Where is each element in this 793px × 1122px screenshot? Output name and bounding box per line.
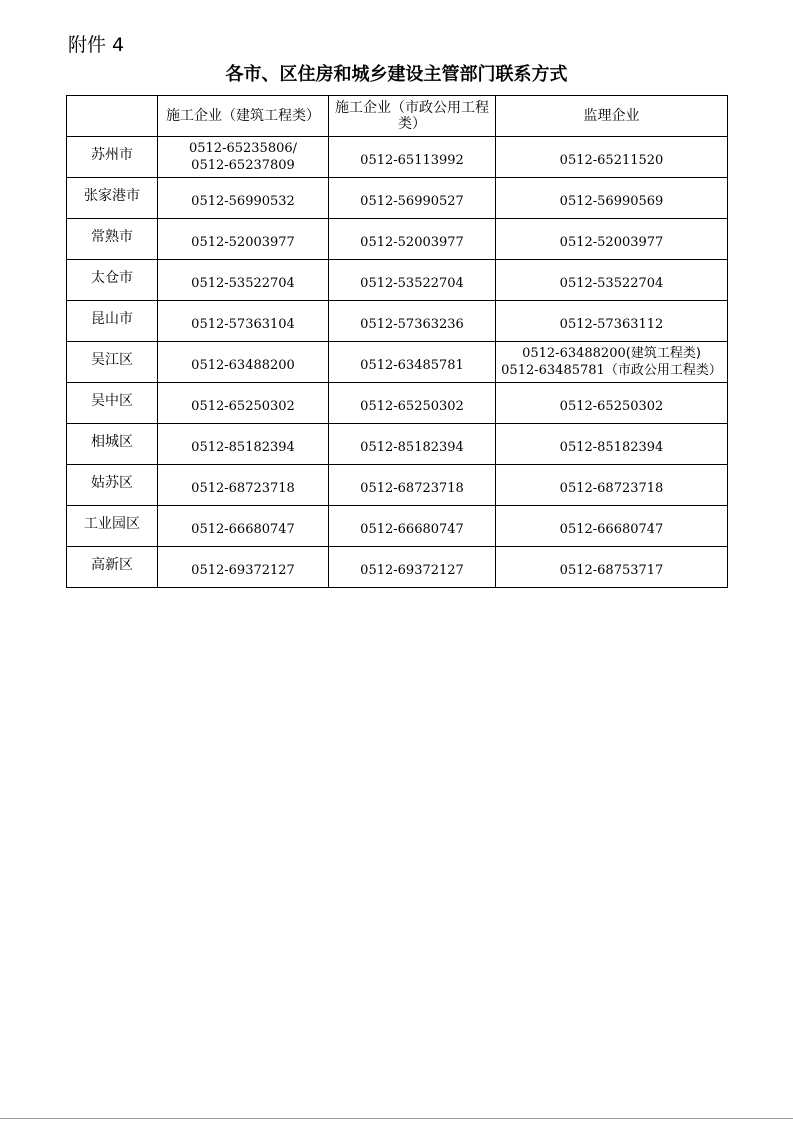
phone-number: 0512-63485781 (501, 363, 605, 378)
table-row (67, 547, 728, 588)
construction-building-cell (158, 547, 329, 588)
region-name: 相城区 (91, 434, 133, 450)
region-name: 工业园区 (84, 516, 140, 532)
region-name: 姑苏区 (91, 475, 133, 491)
construction-municipal-cell (329, 424, 496, 465)
supervision-cell (496, 465, 728, 506)
phone-number: 0512-68723718 (559, 481, 664, 496)
phone-number: 0512-65235806/ (188, 141, 298, 156)
construction-municipal-cell (329, 137, 496, 178)
phone-number: 0512-57363104 (191, 317, 295, 332)
region-cell (67, 301, 158, 342)
table-row (67, 506, 728, 547)
phone-note: （市政公用工程类） (604, 363, 722, 378)
header-construction-building: 施工企业（建筑工程类） (158, 96, 329, 137)
region-name: 常熟市 (91, 229, 133, 245)
construction-building-cell (158, 301, 329, 342)
header-supervision: 监理企业 (496, 96, 728, 137)
supervision-cell (496, 342, 728, 383)
phone-number: 0512-57363112 (559, 317, 664, 332)
table-row (67, 178, 728, 219)
header-region (67, 96, 158, 137)
construction-municipal-cell (329, 342, 496, 383)
region-name: 太仓市 (91, 270, 133, 286)
phone-number: 0512-66680747 (559, 522, 664, 537)
region-cell (67, 383, 158, 424)
table-row (67, 424, 728, 465)
supervision-cell (496, 301, 728, 342)
construction-municipal-cell (329, 219, 496, 260)
table-row (67, 383, 728, 424)
attachment-label: 附件 4 (68, 34, 125, 56)
table-row (67, 137, 728, 178)
phone-number: 0512-63485781 (360, 358, 464, 373)
phone-number: 0512-56990527 (360, 194, 464, 209)
supervision-cell (496, 547, 728, 588)
phone-number: 0512-85182394 (191, 440, 295, 455)
phone-number: 0512-65237809 (191, 158, 295, 173)
phone-number: 0512-66680747 (360, 522, 464, 537)
phone-entry (496, 362, 727, 379)
construction-building-cell (158, 383, 329, 424)
phone-number: 0512-57363236 (360, 317, 464, 332)
phone-number: 0512-53522704 (559, 276, 664, 291)
phone-number: 0512-65250302 (191, 399, 295, 414)
construction-municipal-cell (329, 178, 496, 219)
construction-building-cell (158, 424, 329, 465)
phone-number: 0512-65211520 (559, 153, 664, 168)
region-cell (67, 342, 158, 383)
region-cell (67, 219, 158, 260)
supervision-cell (496, 506, 728, 547)
phone-number: 0512-63488200 (191, 358, 295, 373)
region-name: 吴江区 (91, 352, 133, 368)
table-row (67, 301, 728, 342)
supervision-cell (496, 137, 728, 178)
table-row (67, 219, 728, 260)
region-name: 苏州市 (91, 147, 133, 163)
table-row (67, 342, 728, 383)
phone-number: 0512-66680747 (191, 522, 295, 537)
construction-building-cell (158, 260, 329, 301)
region-name: 昆山市 (91, 311, 133, 327)
phone-number: 0512-52003977 (191, 235, 295, 250)
region-name: 张家港市 (84, 188, 140, 204)
region-cell (67, 178, 158, 219)
construction-building-cell (158, 506, 329, 547)
document-title: 各市、区住房和城乡建设主管部门联系方式 (225, 64, 568, 85)
construction-municipal-cell (329, 547, 496, 588)
supervision-cell (496, 383, 728, 424)
construction-municipal-cell (329, 260, 496, 301)
page-bottom-divider (0, 1118, 793, 1119)
region-cell (67, 465, 158, 506)
construction-municipal-cell (329, 301, 496, 342)
construction-building-cell (158, 137, 329, 178)
region-name: 高新区 (91, 557, 133, 573)
table-header-row (67, 96, 728, 137)
construction-building-cell (158, 219, 329, 260)
construction-building-cell (158, 342, 329, 383)
phone-number: 0512-56990569 (559, 194, 664, 209)
region-cell (67, 547, 158, 588)
phone-entry (496, 345, 727, 362)
phone-number: 0512-65113992 (360, 153, 464, 168)
phone-number: 0512-65250302 (360, 399, 464, 414)
header-construction-municipal: 施工企业（市政公用工程类） (329, 96, 496, 137)
construction-building-cell (158, 465, 329, 506)
table-row (67, 465, 728, 506)
phone-number: 0512-52003977 (360, 235, 464, 250)
phone-number: 0512-52003977 (559, 235, 664, 250)
construction-municipal-cell (329, 506, 496, 547)
table-row (67, 260, 728, 301)
phone-number: 0512-69372127 (360, 563, 464, 578)
region-cell (67, 137, 158, 178)
phone-number: 0512-53522704 (360, 276, 464, 291)
phone-number: 0512-85182394 (559, 440, 664, 455)
phone-note: (建筑工程类) (625, 346, 701, 361)
construction-municipal-cell (329, 465, 496, 506)
region-cell (67, 506, 158, 547)
supervision-cell (496, 424, 728, 465)
supervision-cell (496, 178, 728, 219)
phone-number: 0512-68723718 (191, 481, 295, 496)
construction-municipal-cell (329, 383, 496, 424)
phone-number: 0512-65250302 (559, 399, 664, 414)
phone-number: 0512-69372127 (191, 563, 295, 578)
region-cell (67, 260, 158, 301)
phone-number: 0512-53522704 (191, 276, 295, 291)
supervision-cell (496, 219, 728, 260)
phone-number: 0512-85182394 (360, 440, 464, 455)
construction-building-cell (158, 178, 329, 219)
supervision-cell (496, 260, 728, 301)
phone-number: 0512-63488200 (522, 346, 626, 361)
phone-number: 0512-56990532 (191, 194, 295, 209)
phone-number: 0512-68753717 (559, 563, 664, 578)
region-name: 吴中区 (91, 393, 133, 409)
phone-number: 0512-68723718 (360, 481, 464, 496)
region-cell (67, 424, 158, 465)
contacts-table (66, 95, 728, 588)
